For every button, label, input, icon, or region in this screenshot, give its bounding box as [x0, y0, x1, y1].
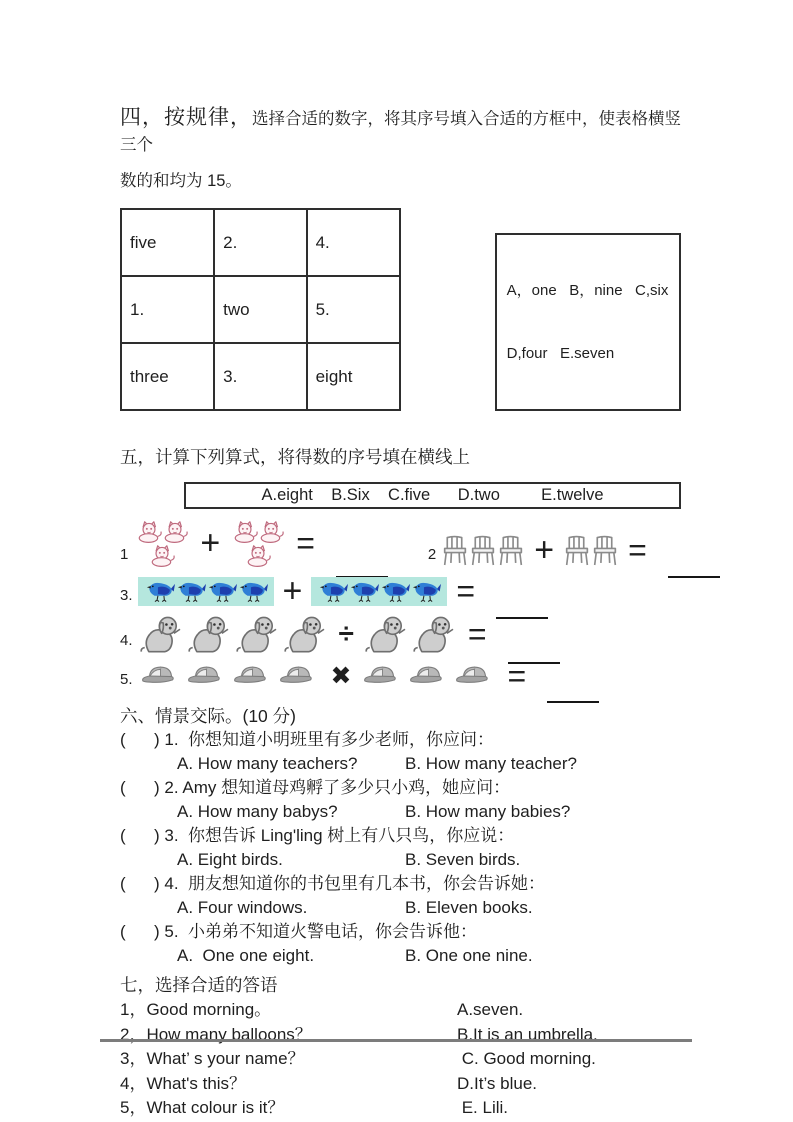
question-text: 你想知道小明班里有多少老师，你应问： [188, 730, 495, 749]
section-five [120, 444, 681, 692]
option-a: A. Four windows. [177, 898, 308, 917]
cap-icon [360, 665, 405, 687]
cap-icon [276, 665, 321, 687]
match-row [120, 998, 681, 1023]
grid-cell-blank[interactable]: 1. [121, 276, 214, 343]
cap-icon [230, 665, 275, 687]
dog-icon [138, 615, 184, 653]
section-five-title: 五，计算下列算式，将得数的序号填在横线上 [120, 447, 470, 467]
answer-blank[interactable] [547, 701, 599, 703]
section-six-title: 六、情景交际。(10 分) [120, 706, 296, 726]
equation-row-1-2 [120, 519, 681, 567]
match-answer: A.seven. [457, 1000, 524, 1019]
cat-group [229, 519, 287, 567]
table-row [121, 276, 400, 343]
dog-icon [234, 615, 280, 653]
chair-icon [563, 535, 590, 566]
question-options [120, 752, 681, 776]
question-line [120, 920, 681, 944]
grid-cell: eight [307, 343, 400, 410]
question-text: 你想告诉 Ling'ling 树上有八只鸟，你应说： [188, 826, 515, 845]
option-b: B. How many teacher? [405, 754, 577, 773]
bird-icon [239, 580, 268, 603]
cat-icon [136, 519, 162, 543]
option-a: A. Eight birds. [177, 850, 283, 869]
question-line [120, 728, 681, 752]
equation-3 [120, 574, 681, 608]
equals-sign: = [456, 573, 476, 609]
table-row [121, 209, 400, 276]
match-answer: C. Good morning. [457, 1049, 596, 1068]
word-options-line1: A，one B，nine C,six [506, 282, 669, 299]
operator-sign: + [200, 524, 221, 562]
answer-slot[interactable]: ( ) 5. [120, 922, 189, 941]
equation-1 [120, 519, 388, 567]
dog-icon [363, 615, 409, 653]
match-question: 3，What’ s your name？ [120, 1049, 305, 1068]
answer-slot[interactable]: ( ) 2. [120, 778, 183, 797]
dog-icon [282, 615, 328, 653]
equals-sign: = [507, 658, 527, 694]
dog-icon [186, 615, 232, 653]
section-seven-title: 七，选择合适的答语 [120, 975, 278, 995]
option-a: A. One one eight. [177, 946, 315, 965]
grid-cell: five [121, 209, 214, 276]
chair-group [441, 535, 525, 566]
equation-number: 4. [120, 632, 133, 649]
option-b: B. Seven birds. [405, 850, 521, 869]
operator-sign: + [282, 572, 303, 610]
equation-rows [120, 574, 681, 692]
grid-cell-blank[interactable]: 3. [214, 343, 306, 410]
option-a: A. How many babys? [177, 802, 338, 821]
option-a: A. How many teachers? [177, 754, 358, 773]
answer-blank[interactable] [496, 617, 548, 619]
equation-2 [428, 533, 720, 567]
equals-sign: = [628, 532, 647, 568]
bird-group [311, 577, 447, 606]
equation-number: 1 [120, 546, 129, 563]
bird-icon [177, 580, 206, 603]
match-question: 2，How many balloons？ [120, 1024, 312, 1044]
cat-icon [162, 519, 188, 543]
question-text: 朋友想知道你的书包里有几本书，你会告诉她： [188, 874, 546, 893]
word-options-line2: D,four E.seven [506, 345, 615, 362]
match-answer: D.It’s blue. [457, 1073, 538, 1093]
match-question: 5，What colour is it？ [120, 1098, 285, 1117]
equation-number: 3. [120, 587, 133, 604]
section-six [120, 704, 681, 968]
chair-icon [441, 535, 468, 566]
question-line [120, 824, 681, 848]
equals-sign: = [296, 525, 315, 561]
match-question: 4，What's this？ [120, 1073, 247, 1093]
operator-sign: ÷ [338, 618, 354, 649]
cap-icon [406, 665, 451, 687]
answer-blank[interactable] [668, 576, 720, 578]
cat-group [133, 519, 191, 567]
cap-icon [452, 665, 497, 687]
table-row [121, 343, 400, 410]
footer-divider [100, 1039, 692, 1042]
equation-number: 5. [120, 671, 133, 688]
match-answer: B.It is an umbrella. [457, 1024, 598, 1044]
section-four-title-lead: 四，按规律， [120, 106, 252, 129]
answer-options-box: A.eight B.Six C.five D.two E.twelve [184, 482, 681, 509]
dog-icon [411, 615, 457, 653]
question-options [120, 944, 681, 968]
option-b: B. Eleven books. [405, 898, 533, 917]
equation-5 [120, 660, 681, 692]
cap-icon [184, 665, 229, 687]
equation-number: 2 [427, 546, 437, 563]
number-grid-table [120, 208, 401, 411]
grid-cell-blank[interactable]: 2. [214, 209, 306, 276]
question-line [120, 776, 681, 800]
match-row [120, 1072, 681, 1097]
dog-group [363, 615, 459, 653]
question-text: Amy 想知道母鸡孵了多少只小鸡，她应问： [182, 778, 511, 797]
option-b: B. One one nine. [405, 946, 533, 965]
cap-icon [138, 665, 183, 687]
bird-icon [350, 580, 379, 603]
question-options [120, 800, 681, 824]
bird-icon [319, 580, 348, 603]
cat-icon [258, 519, 284, 543]
question-line [120, 872, 681, 896]
dog-group [138, 615, 330, 653]
grid-cell: two [214, 276, 306, 343]
match-answer: E. Lili. [457, 1098, 509, 1117]
section-seven [120, 973, 681, 1121]
grid-cell: three [121, 343, 214, 410]
section-four [120, 105, 681, 411]
cap-group [360, 665, 498, 687]
bird-group [138, 577, 274, 606]
question-options [120, 896, 681, 920]
answer-slot[interactable]: ( ) 4. [120, 874, 189, 893]
answer-slot[interactable]: ( ) 1. [120, 730, 189, 749]
operator-sign: + [534, 531, 555, 569]
grid-and-options [120, 208, 681, 411]
cap-group [138, 665, 322, 687]
bird-icon [412, 580, 441, 603]
section-four-title [120, 105, 681, 158]
cat-icon [245, 543, 271, 567]
grid-cell-blank[interactable]: 5. [307, 276, 400, 343]
chair-icon [469, 535, 496, 566]
match-question: 1，Good morning。 [120, 1000, 272, 1019]
grid-cell-blank[interactable]: 4. [307, 209, 400, 276]
cat-icon [149, 543, 175, 567]
chair-icon [497, 535, 524, 566]
match-row [120, 1096, 681, 1121]
equals-sign: = [467, 616, 487, 652]
bird-icon [146, 580, 175, 603]
equation-4 [120, 615, 681, 653]
chair-group [563, 535, 619, 566]
question-text: 小弟弟不知道火警电话，你会告诉他： [188, 922, 478, 941]
section-four-title-line2: 数的和均为 15。 [120, 172, 242, 190]
bird-icon [208, 580, 237, 603]
match-row [120, 1023, 681, 1048]
question-options [120, 848, 681, 872]
chair-icon [591, 535, 618, 566]
option-b: B. How many babies? [405, 802, 571, 821]
operator-sign: ✖ [330, 661, 352, 690]
bird-icon [381, 580, 410, 603]
section-four-title-rest: 选择合适的数字，将其序号填入合适的方框中，使表格横竖三个 [120, 110, 681, 154]
match-row [120, 1047, 681, 1072]
word-options-box [495, 233, 681, 411]
cat-icon [232, 519, 258, 543]
answer-slot[interactable]: ( ) 3. [120, 826, 189, 845]
